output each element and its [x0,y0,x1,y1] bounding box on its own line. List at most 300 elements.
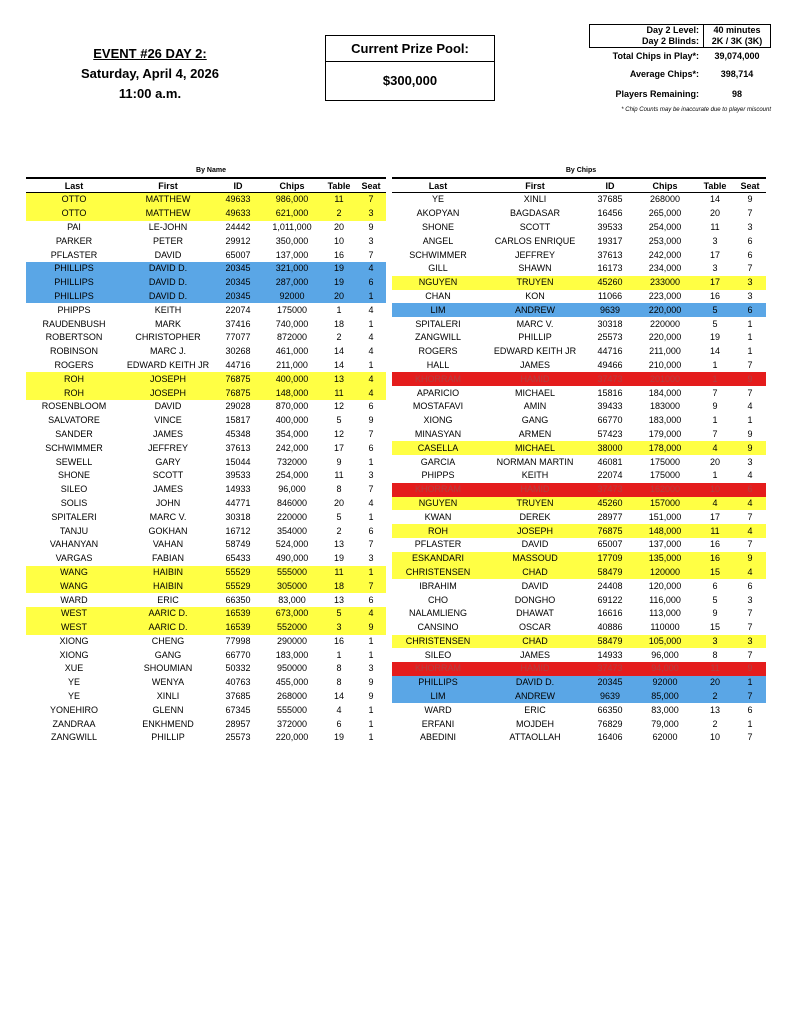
cell-first: DAVID [154,401,182,412]
cell-id: 44771 [225,497,251,508]
table-row [26,414,386,428]
table-row [392,593,766,607]
cell-seat: 3 [734,635,766,649]
cell-first: HAMID [484,483,586,497]
cell-table: 1 [712,470,718,481]
table-row [26,579,386,593]
table-row [26,221,386,235]
table-row [392,317,766,331]
cell-id: 16456 [597,208,623,219]
cell-first: EDWARD KEITH JR [493,346,577,357]
cell-chips: 321,000 [262,262,322,276]
cell-first: ATTAOLLAH [509,732,561,743]
cell-first: JOSEPH [484,524,586,538]
cell-last: ROSENBLOOM [41,401,107,412]
cell-first: HAIBIN [122,579,214,593]
cell-last: ROBINSON [49,346,98,357]
cell-id: 37416 [225,318,251,329]
cell-table: 2 [696,690,734,704]
cell-id: 19317 [597,235,623,246]
cell-chips: 233000 [634,276,696,290]
cell-last: ROH [26,386,122,400]
cell-id: 20345 [586,676,634,690]
cell-first: JAMES [152,428,183,439]
cell-last: PAI [67,221,81,232]
cell-first: GANG [154,649,182,660]
cell-seat: 7 [368,428,374,439]
cell-table: 14 [709,194,720,205]
table-row [392,483,766,497]
cell-id: 65007 [597,539,623,550]
cell-table: 5 [712,318,718,329]
cell-last: PARKER [55,235,93,246]
header-table: Table [696,178,734,193]
cell-table: 9 [336,456,342,467]
cell-id: 25573 [225,732,251,743]
header-last: Last [392,178,484,193]
cell-chips: 234,000 [648,263,682,274]
cell-id: 20345 [214,276,262,290]
cell-chips: 490,000 [275,553,309,564]
cell-table: 4 [696,497,734,511]
table-row [26,731,386,745]
cell-id: 9639 [586,690,634,704]
cell-table: 16 [709,539,720,550]
cell-chips: 1,011,000 [272,221,312,232]
cell-id: 11066 [597,290,623,301]
cell-table: 2 [336,525,342,536]
cell-chips: 740,000 [275,318,309,329]
cell-seat: 6 [747,580,753,591]
header-last: Last [26,178,122,193]
cell-id: 76875 [586,524,634,538]
table-row [26,593,386,607]
cell-table: 1 [712,359,718,370]
cell-table: 3 [712,263,718,274]
cell-id: 14933 [597,649,623,660]
cell-seat: 4 [356,262,386,276]
cell-table: 18 [333,318,344,329]
cell-seat: 6 [734,483,766,497]
cell-last: HALL [426,359,450,370]
cell-id: 38000 [586,441,634,455]
table-row [392,372,766,386]
cell-chips: 79,000 [651,718,679,729]
cell-table: 20 [709,456,720,467]
cell-chips: 220,000 [634,303,696,317]
cell-seat: 4 [734,566,766,580]
table-row [392,579,766,593]
cell-table: 3 [322,621,356,635]
table-row [26,566,386,580]
cell-id: 37685 [597,194,623,205]
cell-first: SCOTT [152,470,184,481]
cell-seat: 1 [368,704,374,715]
cell-chips: 201000 [634,372,696,386]
cell-id: 28977 [597,511,623,522]
cell-first: KEITH [154,304,182,315]
cell-first: AARIC D. [122,607,214,621]
cell-table: 11 [710,221,720,232]
cell-chips: 157000 [634,497,696,511]
cell-seat: 6 [356,276,386,290]
table-row [392,621,766,635]
header-seat: Seat [356,178,386,193]
cell-seat: 4 [356,607,386,621]
table-row [26,510,386,524]
cell-last: PHILLIPS [392,676,484,690]
cell-table: 9 [712,608,718,619]
header-id: ID [586,178,634,193]
table-row [392,524,766,538]
cell-chips: 870,000 [275,401,309,412]
cell-seat: 6 [747,249,753,260]
cell-id: 15816 [597,387,623,398]
cell-table: 2 [336,332,342,343]
table-row [26,662,386,676]
cell-id: 44716 [225,359,251,370]
cell-id: 46081 [597,456,623,467]
cell-chips: 265,000 [648,208,682,219]
cell-first: MATTHEW [122,207,214,221]
cell-seat: 7 [356,193,386,207]
cell-last: PFLASTER [414,539,462,550]
cell-chips: 116,000 [649,594,681,605]
table-row [26,193,386,207]
cell-last: PHIPPS [57,304,91,315]
cell-last: SANDER [55,428,93,439]
header-first: First [122,178,214,193]
day2-level-label: Day 2 Level: [646,25,699,35]
cell-first: NORMAN MARTIN [496,456,574,467]
cell-first: LE-JOHN [148,221,188,232]
cell-chips: 555000 [276,704,308,715]
cell-table: 5 [322,607,356,621]
cell-last: WEST [26,607,122,621]
cell-last: WANG [26,579,122,593]
cell-first: PHILLIP [518,332,552,343]
cell-first: DAVID [154,249,182,260]
cell-chips: 287,000 [262,276,322,290]
cell-last: PHIPPS [421,470,455,481]
cell-id: 15817 [225,415,251,426]
cell-id: 29028 [225,401,251,412]
table-row [26,676,386,690]
cell-id: 66350 [597,704,623,715]
total-chips-row [589,50,771,62]
cell-id: 58479 [586,635,634,649]
cell-id: 66770 [597,415,623,426]
cell-seat: 4 [368,346,374,357]
cell-seat: 9 [734,552,766,566]
cell-first: CHAD [484,635,586,649]
cell-last: APARICIO [416,387,460,398]
cell-seat: 3 [734,276,766,290]
cell-seat: 7 [747,511,753,522]
cell-last: CHO [428,594,448,605]
cell-last: CANSINO [417,622,459,633]
table-row [26,345,386,359]
cell-id: 77077 [225,332,251,343]
prize-pool-value: $300,000 [382,73,438,88]
cell-table: 16 [333,635,344,646]
cell-id: 16712 [225,525,251,536]
cell-seat: 9 [368,677,374,688]
cell-table: 3 [696,635,734,649]
cell-seat: 6 [368,401,374,412]
cell-id: 14933 [225,484,251,495]
cell-last: YE [67,691,80,702]
cell-seat: 4 [356,386,386,400]
cell-seat: 3 [368,470,374,481]
cell-first: CHRISTOPHER [135,332,201,343]
cell-last: XUE [64,663,84,674]
cell-last: SPITALERI [415,318,461,329]
cell-first: ERIC [524,704,546,715]
cell-seat: 4 [368,304,374,315]
cell-table: 19 [322,276,356,290]
cell-table: 20 [709,208,720,219]
cell-id: 50332 [225,663,251,674]
cell-seat: 7 [734,690,766,704]
cell-chips: 83,000 [278,594,306,605]
table-row [392,566,766,580]
header-seat: Seat [734,178,766,193]
cell-seat: 1 [747,718,753,729]
cell-seat: 6 [368,594,374,605]
cell-first: GLENN [152,704,184,715]
stats-block [589,50,771,100]
cell-table: 5 [336,415,342,426]
table-row [392,221,766,235]
table-row [26,635,386,649]
cell-id: 76829 [597,718,623,729]
cell-table: 19 [709,332,720,343]
cell-last: XIONG [423,415,453,426]
cell-id: 67345 [225,704,251,715]
cell-first: ANDREW [484,303,586,317]
cell-seat: 9 [747,194,753,205]
cell-first: DEREK [519,511,551,522]
cell-first: AARIC D. [122,621,214,635]
table-row [26,703,386,717]
cell-table: 3 [712,235,718,246]
table-row [392,510,766,524]
cell-first: SCOTT [519,221,551,232]
cell-chips: 253,000 [648,235,682,246]
cell-id: 37473 [586,662,634,676]
table-row [392,345,766,359]
cell-first: DAVID D. [484,676,586,690]
cell-id: 66770 [225,649,251,660]
cell-table: 18 [322,579,356,593]
cell-table: 14 [333,691,344,702]
cell-first: VINCE [154,415,182,426]
cell-seat: 3 [747,456,753,467]
cell-first: MOJDEH [516,718,554,729]
cell-last: SOLIS [60,497,88,508]
cell-chips: 137,000 [275,249,309,260]
cell-seat: 7 [747,622,753,633]
cell-seat: 3 [747,290,753,301]
cell-first: ANDREW [484,690,586,704]
table-row [392,290,766,304]
table-row [392,414,766,428]
table-row [392,703,766,717]
header-table: Table [322,178,356,193]
cell-first: DAVID [521,580,549,591]
cell-table: 15 [709,622,720,633]
cell-table: 13 [322,372,356,386]
cell-last: ABEDINI [419,732,456,743]
cell-id: 22074 [597,470,623,481]
cell-chips: 220000 [276,511,308,522]
cell-seat: 1 [747,332,753,343]
cell-first: XINLI [156,691,180,702]
cell-id: 44716 [597,346,623,357]
table-row [26,400,386,414]
cell-table: 9 [712,401,718,412]
cell-seat: 7 [747,359,753,370]
cell-id: 28957 [225,718,251,729]
cell-chips: 350,000 [275,235,309,246]
cell-seat: 4 [734,497,766,511]
cell-seat: 7 [747,263,753,274]
table-row [26,483,386,497]
cell-last: SEWELL [55,456,93,467]
cell-first: BAGDASAR [509,208,560,219]
cell-seat: 9 [734,372,766,386]
table-row [26,648,386,662]
cell-first: JOSEPH [122,386,214,400]
cell-last: NGUYEN [392,497,484,511]
players-value: 98 [731,89,742,99]
cell-last: YE [67,677,80,688]
cell-first: WENYA [151,677,185,688]
table-row [392,386,766,400]
cell-id: 49633 [214,193,262,207]
cell-chips: 120,000 [648,580,682,591]
cell-chips: 113,000 [649,608,681,619]
cell-seat: 9 [747,428,753,439]
cell-chips: 179,000 [648,428,682,439]
cell-seat: 7 [747,539,753,550]
cell-first: OSCAR [518,622,551,633]
cell-table: 17 [696,276,734,290]
event-heading [40,44,260,104]
cell-chips: 85,000 [634,690,696,704]
cell-chips: 92000 [634,676,696,690]
table-row [392,428,766,442]
cell-table: 16 [709,290,720,301]
avg-chips-row [589,68,771,80]
cell-first: JEFFREY [147,442,188,453]
table-row [26,621,386,635]
cell-id: 17709 [586,552,634,566]
cell-seat: 7 [747,732,753,743]
cell-chips: 162000 [634,483,696,497]
cell-last: NALAMLIENG [408,608,468,619]
cell-id: 66350 [225,594,251,605]
cell-chips: 220000 [649,318,681,329]
cell-table: 1 [696,372,734,386]
table-row [392,359,766,373]
cell-seat: 6 [747,235,753,246]
level-labels [590,25,704,47]
cell-table: 13 [709,704,720,715]
cell-chips: 254,000 [648,221,682,232]
cell-id: 55529 [214,579,262,593]
cell-first: JAMES [519,649,550,660]
cell-chips: 148,000 [262,386,322,400]
cell-chips: 732000 [276,456,308,467]
cell-seat: 1 [368,718,374,729]
cell-last: GILL [428,263,448,274]
cell-first: TRUYEN [484,276,586,290]
cell-id: 37473 [586,372,634,386]
cell-chips: 175000 [649,470,681,481]
cell-id: 16616 [597,608,623,619]
cell-last: NGUYEN [392,276,484,290]
cell-id: 20345 [214,262,262,276]
cell-seat: 4 [747,401,753,412]
cell-seat: 7 [368,539,374,550]
header-chips: Chips [634,178,696,193]
cell-table: 11 [696,662,734,676]
cell-last: ROH [26,372,122,386]
cell-chips: 223,000 [648,290,682,301]
cell-seat: 9 [356,621,386,635]
cell-table: 7 [712,428,718,439]
cell-id: 30268 [225,346,251,357]
cell-chips: 110000 [650,622,680,633]
cell-chips: 621,000 [262,207,322,221]
cell-chips: 268000 [649,194,681,205]
cell-seat: 9 [368,221,374,232]
cell-seat: 7 [747,387,753,398]
table-row [392,690,766,704]
cell-table: 11 [322,193,356,207]
chip-count-note: * Chip Counts may be inaccurate due to player miscount [621,107,771,113]
cell-id: 49633 [214,207,262,221]
cell-id: 37613 [225,442,251,453]
table-row [26,552,386,566]
by-name-caption: By Name [196,167,226,174]
cell-seat: 9 [368,415,374,426]
cell-chips: 461,000 [275,346,309,357]
cell-last: XIONG [59,635,89,646]
table-row [26,441,386,455]
cell-seat: 1 [368,511,374,522]
cell-seat: 1 [368,456,374,467]
table-row [26,372,386,386]
cell-first: HAMID [484,662,586,676]
cell-first: DAVID D. [122,290,214,304]
table-row [26,207,386,221]
cell-id: 40886 [597,622,623,633]
day2-blinds-label: Day 2 Blinds: [641,36,699,46]
cell-table: 8 [712,649,718,660]
cell-id: 58749 [225,539,251,550]
table-row [392,193,766,207]
cell-seat: 7 [368,484,374,495]
table-row [26,607,386,621]
cell-seat: 4 [368,332,374,343]
cell-id: 20345 [214,290,262,304]
table-row [26,317,386,331]
cell-table: 10 [696,483,734,497]
level-values [704,25,770,47]
